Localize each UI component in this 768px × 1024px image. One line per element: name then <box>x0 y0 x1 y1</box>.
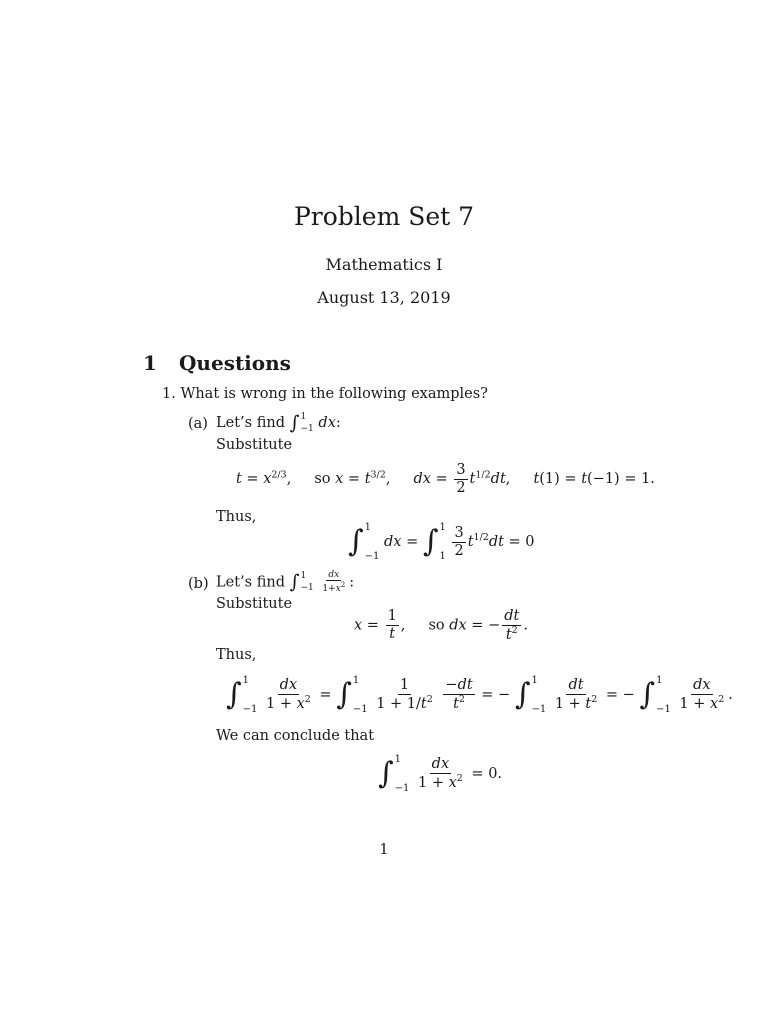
part-b-substitute: Substitute <box>216 596 293 612</box>
part-b-conclusion-equation: ∫ 1 −1 $\frac{dx}{1 + x^2}$ = 0. <box>378 754 503 794</box>
part-a-thus: Thus, <box>216 509 257 525</box>
document-date: August 13, 2019 <box>317 288 451 307</box>
section-number: 1 <box>143 351 157 375</box>
part-b-substitution-equation: x = $\frac{1}{t}$ , so dx = − $\frac{dt}{t^2}$ . <box>354 608 528 643</box>
part-b-find-integral: ∫ 1 −1 <box>289 570 314 594</box>
question-1-text: 1. What is wrong in the following examples? <box>162 386 488 402</box>
part-b-find-text: Let’s find <box>216 574 285 591</box>
part-a-result-equation: ∫ 1 −1 dx = ∫ 1 1 $\frac{3}{2}$ $t^{1/2}dt = 0$ <box>348 522 535 562</box>
document-subtitle: Mathematics I <box>325 255 443 274</box>
part-a-substitution-equation: $t = x^{2/3}$, so $x = t^{3/2}$, dx = $\frac{3}{2}$ $t^{1/2}dt$, t(1) = t(−1) = 1. <box>236 462 655 496</box>
part-b-label: (b) <box>188 576 209 592</box>
part-a-substitute: Substitute <box>216 437 293 453</box>
part-a-find: Let’s find ∫ 1 −1 dx: <box>216 411 341 434</box>
page-number: 1 <box>379 842 389 858</box>
part-a-find-integral: ∫ 1 −1 <box>289 411 314 434</box>
part-b-conclude: We can conclude that <box>216 728 375 744</box>
part-b-chain-equation: ∫ 1 −1 $\frac{dx}{1 + x^2}$ = ∫ 1 −1 $\frac{1}{1 + 1/t^2}$ $\frac{-dt}{t^2}$ = − ∫ 1 −1 $\frac{dt}{1 + t^2}$ = − ∫ 1 −1 $\frac{dx}{1 + x^2}$ . <box>226 675 733 715</box>
section-title: Questions <box>179 351 291 375</box>
document-title: Problem Set 7 <box>293 202 475 231</box>
part-a-label: (a) <box>188 416 208 432</box>
part-b-thus: Thus, <box>216 647 257 663</box>
part-a-find-text: Let’s find <box>216 415 285 431</box>
part-b-find: Let’s find ∫ 1 −1 $\frac{dx}{1+x^2}$ : <box>216 570 355 595</box>
